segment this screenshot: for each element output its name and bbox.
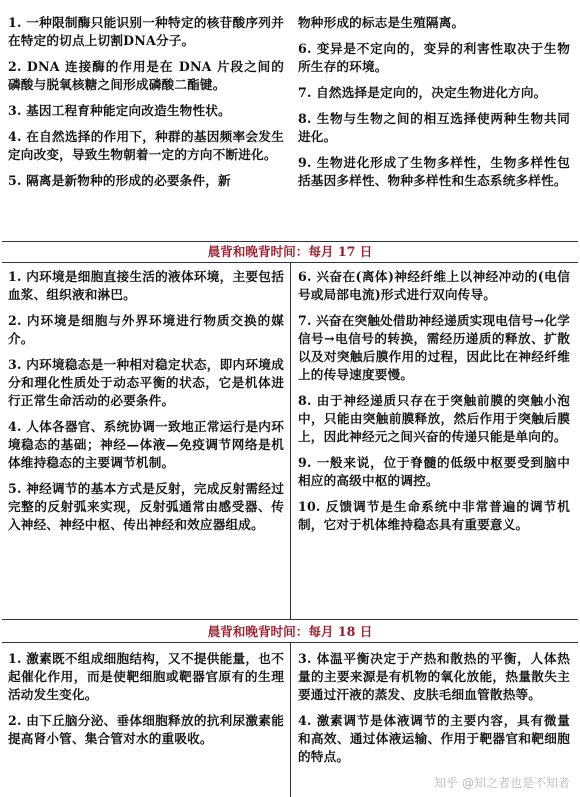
list-item: 2. 内环境是细胞与外界环境进行物质交换的媒介。	[8, 313, 284, 346]
divider	[2, 241, 578, 242]
section-3-right-column	[298, 650, 570, 774]
list-item: 7. 兴奋在突触处借助神经递质实现电信号→化学信号→电信号的转换，需经历递质的释放、扩散以及对突触后膜作用的过程，因此比在神经纤维上的传导速度要慢。	[298, 313, 570, 382]
watermark: 知乎 @知之者也是不知者	[434, 776, 570, 790]
list-item: 7. 自然选择是定向的，决定生物进化方向。	[298, 85, 547, 100]
list-item: 9. 生物进化形成了生物多样性，生物多样性包括基因多样性、物种多样性和生态系统多样性。	[298, 155, 570, 188]
list-item: 5. 神经调节的基本方式是反射，完成反射需经过完整的反射弧来实现，反射弧通常由感受器、传入神经、神经中枢、传出神经和效应器组成。	[8, 481, 284, 532]
list-item: 1. 激素既不组成细胞结构，又不提供能量，也不起催化作用，而是使靶细胞或靶器官原有的生理活动发生变化。	[8, 651, 284, 702]
list-item: 2. DNA 连接酶的作用是在 DNA 片段之间的磷酸与脱氧核糖之间形成磷酸二酯键。	[8, 59, 284, 92]
list-item: 6. 变异是不定向的，变异的利害性取决于生物所生存的环境。	[298, 41, 570, 74]
list-item: 9. 一般来说，位于脊髓的低级中枢要受到脑中相应的高级中枢的调控。	[298, 455, 570, 488]
list-item: 1. 内环境是细胞直接生活的液体环境，主要包括血浆、组织液和淋巴。	[8, 269, 284, 302]
list-item: 4. 激素调节是体液调节的主要内容，具有微量和高效、通过体液运输、作用于靶器官和靶细胞的特点。	[298, 713, 570, 764]
column-divider	[290, 262, 291, 619]
list-item: 3. 体温平衡决定于产热和散热的平衡，人体热量的主要来源是有机物的氧化放能，热量散失主要通过汗液的蒸发、皮肤毛细血管散热等。	[298, 651, 570, 702]
section-2-left-column	[8, 268, 284, 542]
list-item: 6. 兴奋在(离体)神经纤维上以神经冲动的(电信号或局部电流)形式进行双向传导。	[298, 269, 570, 302]
list-item: 5. 隔离是新物种的形成的必要条件，新	[8, 173, 231, 188]
divider	[2, 619, 578, 620]
list-item: 10. 反馈调节是生命系统中非常普遍的调节机制，它对于机体维持稳态具有重要意义。	[298, 499, 570, 532]
list-item: 4. 人体各器官、系统协调一致地正常运行是内环境稳态的基础；神经—体液—免疫调节网络是机体维持稳态的主要调节机制。	[8, 419, 284, 470]
section-1-right-column	[298, 14, 570, 198]
list-item: 8. 生物与生物之间的相互选择使两种生物共同进化。	[298, 111, 570, 144]
section-2-header: 晨背和晚背时间：每月 17 日	[207, 244, 373, 259]
list-item: 2. 由下丘脑分泌、垂体细胞释放的抗利尿激素能提高肾小管、集合管对水的重吸收。	[8, 713, 284, 746]
list-item: 3. 内环境稳态是一种相对稳定状态，即内环境成分和理化性质处于动态平衡的状态，它是机体进行正常生命活动的必要条件。	[8, 357, 284, 408]
section-1-left-column	[8, 14, 284, 198]
list-item: 8. 由于神经递质只存在于突触前膜的突触小泡中，只能由突触前膜释放，然后作用于突触后膜上，因此神经元之间兴奋的传递只能是单向的。	[298, 393, 570, 444]
list-item: 3. 基因工程育种能定向改造生物性状。	[8, 103, 231, 118]
section-2-right-column	[298, 268, 570, 542]
list-item: 1. 一种限制酶只能识别一种特定的核苷酸序列并在特定的切点上切割DNA分子。	[8, 15, 284, 48]
list-item: 物种形成的标志是生殖隔离。	[298, 15, 465, 30]
column-divider	[290, 642, 291, 797]
section-3-left-column	[8, 650, 284, 756]
list-item: 4. 在自然选择的作用下，种群的基因频率会发生定向改变，导致生物朝着一定的方向不断进化。	[8, 129, 284, 162]
section-3-header: 晨背和晚背时间：每月 18 日	[207, 624, 373, 639]
